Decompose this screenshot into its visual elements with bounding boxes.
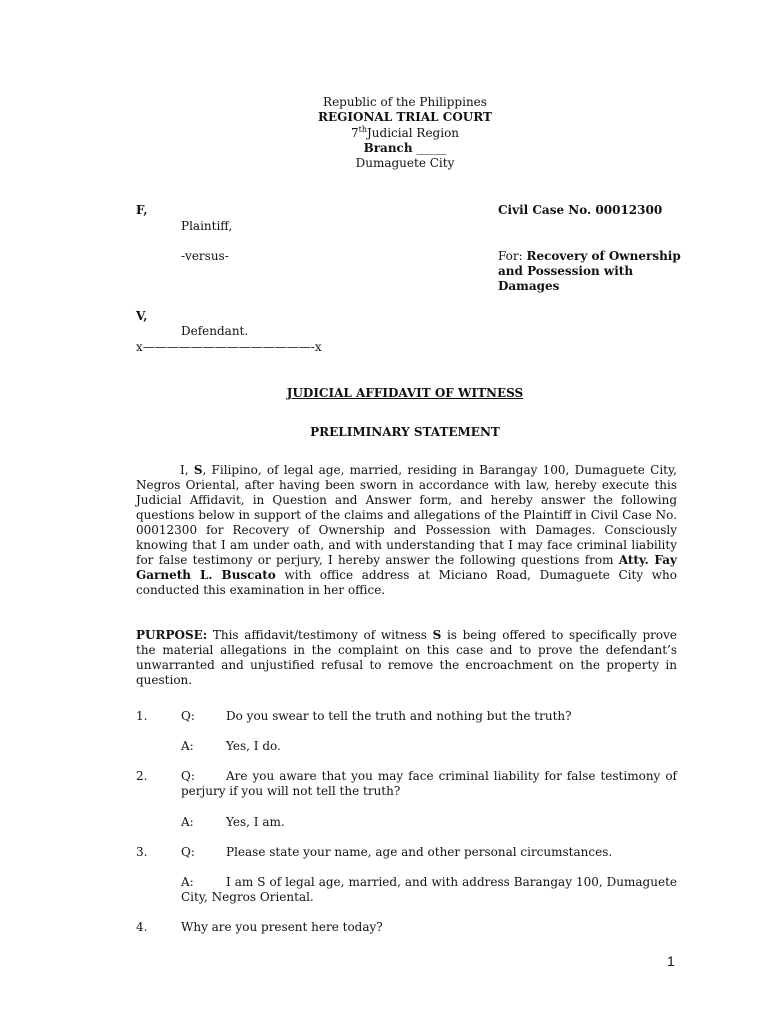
answer-text: Yes, I do. xyxy=(226,739,281,753)
answer-text: I am S of legal age, married, and with address Barangay 100, Dumaguete City, Negros Oriental. xyxy=(181,875,677,904)
document-title: JUDICIAL AFFIDAVIT OF WITNESS xyxy=(286,386,524,400)
defendant-initial: V, xyxy=(136,309,148,323)
question-number: 4. xyxy=(136,920,148,934)
city-line: Dumaguete City xyxy=(355,156,455,170)
question-tag: Q: xyxy=(181,769,195,783)
versus-label: -versus- xyxy=(181,249,229,263)
question-tag: Q: xyxy=(181,845,195,859)
judicial-region: 7thJudicial Region xyxy=(350,125,460,140)
answer-tag: A: xyxy=(181,739,194,753)
case-nature-line3: Damages xyxy=(498,279,560,293)
question-text: Do you swear to tell the truth and nothing but the truth? xyxy=(226,709,572,723)
case-nature: For: Recovery of Ownership xyxy=(498,249,681,263)
question-number: 2. xyxy=(136,769,148,783)
question-text: Are you aware that you may face criminal liability for false testimony of perjury if you will not tell the truth? xyxy=(181,769,677,798)
answer-tag: A: xyxy=(181,875,194,889)
defendant-label: Defendant. xyxy=(181,324,249,338)
question-number: 3. xyxy=(136,845,148,859)
page-number: 1 xyxy=(667,953,675,969)
answer-tag: A: xyxy=(181,815,194,829)
question-text: Please state your name, age and other personal circumstances. xyxy=(226,845,613,859)
republic-line: Republic of the Philippines xyxy=(323,95,487,109)
court-name: REGIONAL TRIAL COURT xyxy=(318,110,492,124)
branch-line: Branch _____ xyxy=(363,141,447,155)
purpose-paragraph: PURPOSE: This affidavit/testimony of witness S is being offered to specifically prove the material allegations in the complaint on this case and to prove the defendant’s unwarranted and unjustified refusal to remove the encroachment on the property in question. xyxy=(136,628,677,687)
caption-separator: x——————————————-x xyxy=(136,340,322,354)
answer-text: Yes, I am. xyxy=(226,815,285,829)
case-nature-line2: and Possession with xyxy=(498,264,634,278)
question-text: Why are you present here today? xyxy=(181,920,383,934)
plaintiff-label: Plaintiff, xyxy=(181,219,233,233)
civil-case-number: Civil Case No. 00012300 xyxy=(498,203,663,217)
question-number: 1. xyxy=(136,709,148,723)
question-tag: Q: xyxy=(181,709,195,723)
preliminary-statement: I, S, Filipino, of legal age, married, residing in Barangay 100, Dumaguete City, Negros Oriental, after having been sworn in accordance with law, hereby execute this Judicial Affidavit, in Question and Answer form, and hereby answer the following questions below in support of the claims and allegations of the Plaintiff in Civil Case No. 00012300 for Recovery of Ownership and Possession with Damages. Consciously knowing that I am under oath, and with understanding that I may face criminal liability for false testimony or perjury, I hereby answer the following questions from Atty. Fay Garneth L. Buscato with office address at Miciano Road, Dumaguete City who conducted this examination in her office. xyxy=(136,463,677,597)
plaintiff-initial: F, xyxy=(136,203,148,217)
preliminary-heading: PRELIMINARY STATEMENT xyxy=(310,425,500,439)
